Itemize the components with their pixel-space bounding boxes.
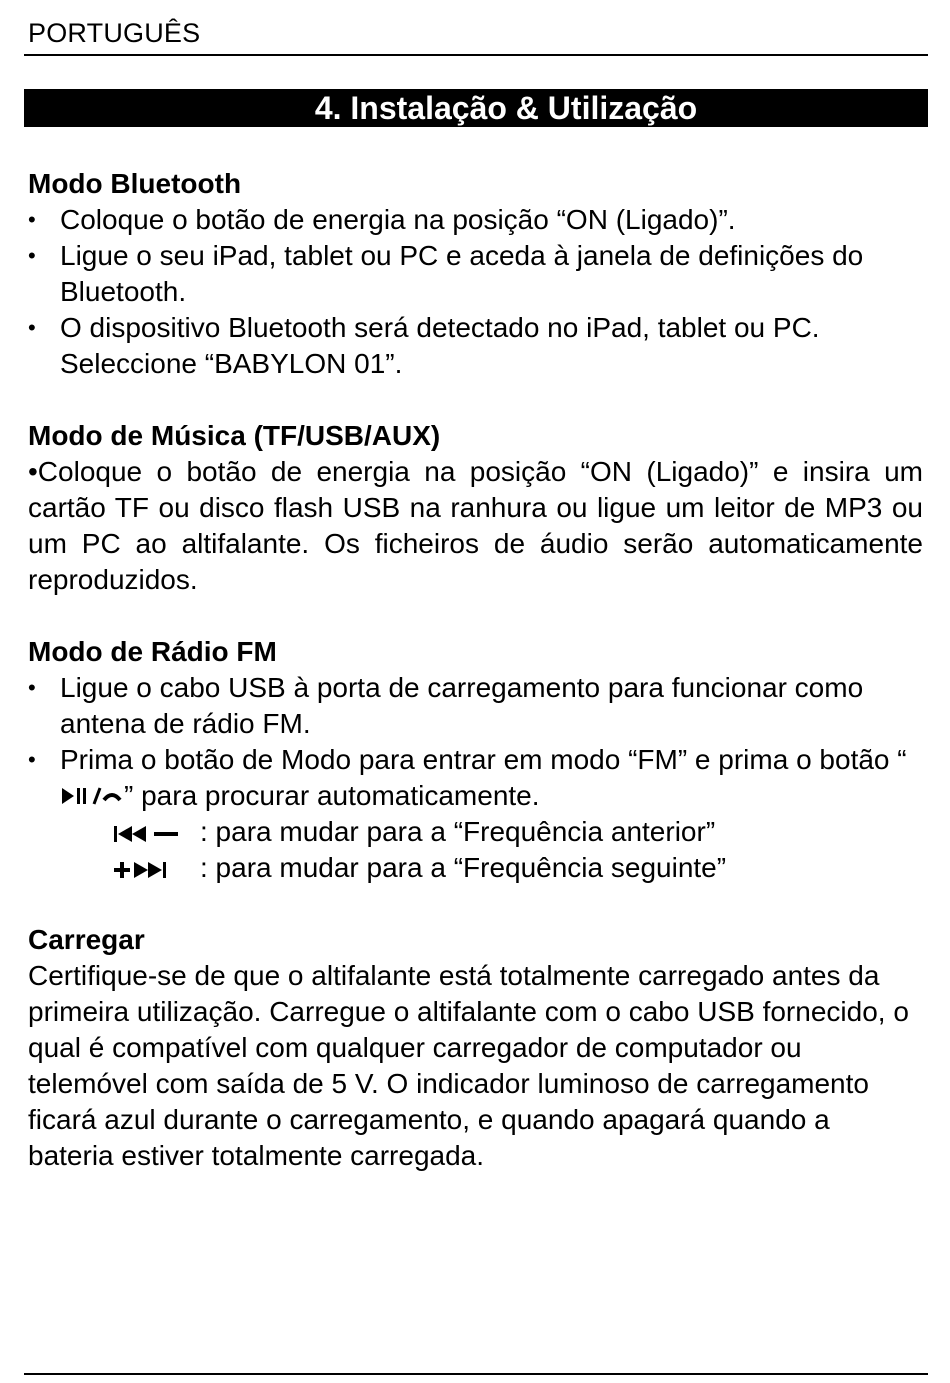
list-item: • Ligue o cabo USB à porta de carregamento para funcionar como antena de rádio FM. — [28, 670, 923, 742]
prev-minus-icon — [112, 824, 182, 844]
music-paragraph: •Coloque o botão de energia na posição “ON (Ligado)” e insira um cartão TF ou disco flash USB na ranhura ou ligue um leitor de MP3 ou um PC ao altifalante. Os ficheiros de áudio serão automaticamente reproduzidos. — [28, 456, 923, 595]
radio-text-before: Prima o botão de Modo para entrar em modo “FM” e prima o botão “ — [60, 744, 907, 775]
radio-text-after: ” para procurar automaticamente. — [124, 780, 540, 811]
list-item: • O dispositivo Bluetooth será detectado no iPad, tablet ou PC. Seleccione “BABYLON 01”. — [28, 310, 923, 382]
section-title-bar — [24, 89, 928, 127]
section-title: 4. Instalação & Utilização — [314, 90, 698, 126]
bottom-divider — [24, 1373, 928, 1375]
bluetooth-list — [28, 202, 923, 382]
prev-frequency-text: : para mudar para a “Frequência anterior” — [200, 816, 716, 847]
list-item — [28, 742, 923, 814]
radio-list — [28, 670, 923, 814]
next-frequency-line — [28, 850, 923, 886]
list-item: • Coloque o botão de energia na posição “ON (Ligado)”. — [28, 202, 923, 238]
plus-next-icon — [112, 860, 182, 880]
bluetooth-heading: Modo Bluetooth — [28, 168, 242, 199]
list-item: • Ligue o seu iPad, tablet ou PC e aceda à janela de definições do Bluetooth. — [28, 238, 923, 310]
manual-content — [28, 166, 923, 1174]
next-frequency-text: : para mudar para a “Frequência seguinte” — [200, 852, 727, 883]
charge-paragraph: Certifique-se de que o altifalante está totalmente carregado antes da primeira utilização. Carregue o altifalante com o cabo USB fornecido, o qual é compatível com qualquer carregador de computador ou telemóvel com saída de 5 V. O indicador luminoso de carregamento ficará azul durante o carregamento, e quando apagará quando a bateria estiver totalmente carregada. — [28, 960, 909, 1171]
music-heading: Modo de Música (TF/USB/AUX) — [28, 420, 441, 451]
top-divider — [24, 54, 928, 56]
language-label: PORTUGUÊS — [28, 18, 201, 48]
charge-heading: Carregar — [28, 924, 145, 955]
prev-frequency-line — [28, 814, 923, 850]
radio-heading: Modo de Rádio FM — [28, 636, 277, 667]
play-pause-icon — [60, 785, 124, 807]
